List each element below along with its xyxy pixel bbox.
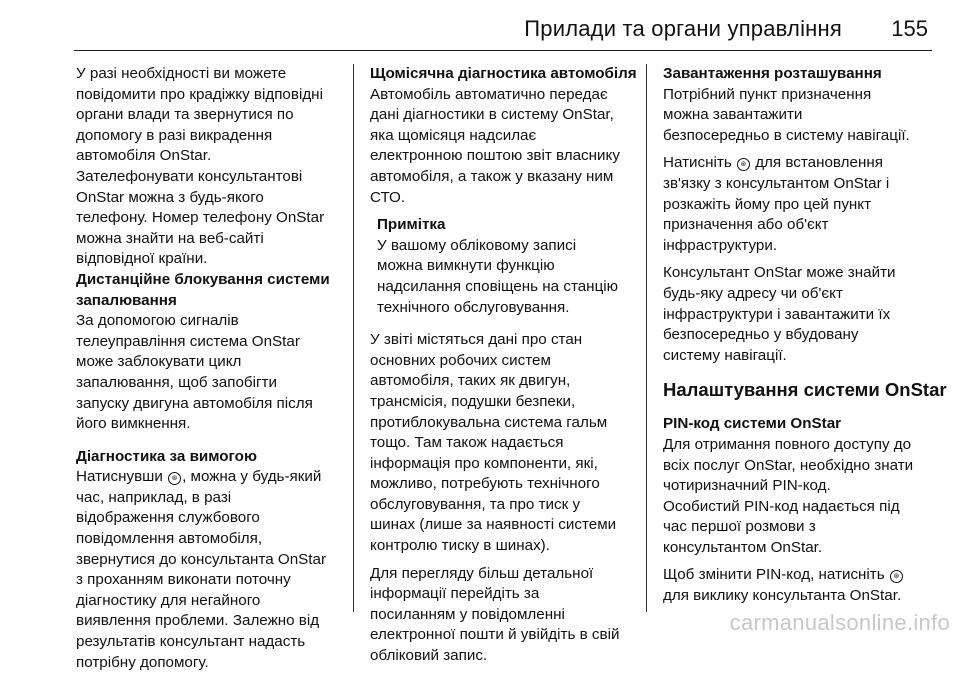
text-line: всіх послуг OnStar, необхідно знати: [663, 456, 914, 474]
text-line: чотиризначний PIN-код.: [663, 477, 831, 495]
column-1: [76, 64, 346, 673]
heading-onstar-pin: PIN-код системи OnStar: [663, 415, 842, 433]
onstar-button-icon: ⊛: [737, 158, 750, 171]
page-header: [74, 14, 932, 51]
text-line: звернутися до консультанта OnStar: [76, 550, 327, 568]
text-line: безпосередньо в систему навігації.: [663, 126, 910, 144]
heading-remote-ignition-block: [76, 270, 346, 311]
text-line: трансмісія, подушки безпеки,: [370, 392, 576, 410]
text-line: для виклику консультанта OnStar.: [663, 587, 902, 605]
text-line: автомобіля OnStar.: [76, 147, 212, 165]
text-line: електронної пошти й увійдіть в свій: [370, 626, 620, 644]
text-line: OnStar можна з будь-якого: [76, 188, 264, 206]
text-fragment: Щоб змінити PIN-код, натисніть: [663, 566, 889, 584]
paragraph-ignition-block: [76, 311, 346, 435]
text-line: основних робочих систем: [370, 351, 551, 369]
text-line: Для отримання повного доступу до: [663, 435, 912, 453]
page-number: 155: [891, 16, 928, 41]
text-line: виявлення проблеми. Залежно від: [76, 612, 320, 630]
paragraph-monthly-report: [370, 85, 636, 209]
paragraph-advisor-search: [663, 263, 937, 366]
text-line: призначення або об'єкт: [663, 216, 829, 234]
paragraph-pin-provided: [663, 497, 937, 559]
text-line: обліковий запис.: [370, 647, 488, 665]
text-line: відповідної країни.: [76, 250, 208, 268]
text-line: запуску двигуна автомобіля після: [76, 394, 313, 412]
text-line: телефону. Номер телефону OnStar: [76, 209, 325, 227]
paragraph-theft-report: [76, 64, 346, 167]
text-line: консультантом OnStar.: [663, 538, 823, 556]
column-divider: [353, 64, 354, 612]
text-line: його вимкнення.: [76, 415, 191, 433]
text-line: протиблокувальна система гальм: [370, 413, 608, 431]
note-title: Примітка: [377, 216, 446, 234]
text-line: Консультант OnStar може знайти: [663, 264, 896, 282]
text-line: відображення службового: [76, 509, 260, 527]
text-line: з проханням виконати поточну: [76, 571, 291, 589]
text-line: час першої розмови з: [663, 518, 816, 536]
text-fragment: Натисніть: [663, 154, 736, 172]
watermark: carmanualsonline.info: [729, 610, 950, 635]
text-fragment: Натиснувши: [76, 468, 168, 486]
text-line: обслуговування, та про тиск у: [370, 495, 581, 513]
text-line: може заблокувати цикл: [76, 353, 242, 371]
text-line: У вашому обліковому записі: [377, 236, 577, 254]
text-line: автомобіля, а також у вказану ним: [370, 167, 614, 185]
text-line: шинах (лише за наявності системи: [370, 516, 617, 534]
text-line: органи влади та звернутися по: [76, 106, 294, 124]
column-2: [370, 64, 636, 667]
text-line: надсилання сповіщень на станцію: [377, 277, 619, 295]
paragraph-call-advisor: [76, 167, 346, 270]
text-line: Автомобіль автоматично передає: [370, 85, 608, 103]
heading-monthly-diagnostics: Щомісячна діагностика автомобіля: [370, 65, 637, 82]
text-line: електронною поштою звіт власнику: [370, 147, 620, 165]
text-line: яка щомісяця надсилає: [370, 126, 537, 144]
onstar-button-icon: ⊛: [890, 570, 903, 583]
text-line: результатів консультант надасть: [76, 633, 306, 651]
page-title: Прилади та органи управління: [524, 16, 842, 41]
text-line: автомобіля, таких як двигун,: [370, 372, 571, 390]
text-fragment: , можна у будь-який: [182, 468, 322, 486]
text-line: [76, 467, 346, 488]
text-line: телеуправління система OnStar: [76, 332, 300, 350]
text-line: будь-яку адресу чи об'єкт: [663, 284, 843, 302]
text-line: інформації перейдіть за: [370, 585, 540, 603]
text-line: інфраструктури і завантажити їх: [663, 305, 891, 323]
text-line: У разі необхідності ви можете: [76, 65, 287, 82]
text-line: час, наприклад, в разі: [76, 488, 232, 506]
text-line: потрібну допомогу.: [76, 653, 209, 671]
text-line: систему навігації.: [663, 346, 787, 364]
text-line: зв'язку з консультантом OnStar і: [663, 174, 890, 192]
text-line: можна завантажити: [663, 106, 803, 124]
text-line: інформація про компоненти, які,: [370, 454, 598, 472]
text-line: повідомити про крадіжку відповідні: [76, 85, 323, 103]
text-line: дані діагностики в систему OnStar,: [370, 106, 614, 124]
text-line: Потрібний пункт призначення: [663, 85, 872, 103]
text-line: можливо, потребують технічного: [370, 475, 600, 493]
text-line: можна вимкнути функцію: [377, 257, 555, 275]
text-line: запалювання, щоб запобігти: [76, 373, 277, 391]
text-line: За допомогою сигналів: [76, 312, 239, 330]
text-line: повідомлення автомобіля,: [76, 530, 263, 548]
text-line: Зателефонувати консультантові: [76, 167, 303, 185]
text-line: контролю тиску в шинах).: [370, 537, 550, 555]
paragraph-pin-access: [663, 435, 937, 497]
text-line: Для перегляду більш детальної: [370, 564, 594, 582]
text-line: інфраструктури.: [663, 236, 778, 254]
paragraph-report-contents: [370, 330, 636, 557]
text-line: [663, 153, 937, 174]
paragraph-detailed-info: [370, 564, 636, 667]
text-line: допомогу в разі викрадення: [76, 126, 273, 144]
column-3: [663, 64, 947, 607]
paragraph-destination: [663, 85, 937, 147]
paragraph-diagnostics: [76, 467, 346, 673]
text-line: посиланням у повідомленні: [370, 605, 565, 623]
text-line: діагностику для негайного: [76, 591, 261, 609]
text-fragment: для встановлення: [750, 154, 883, 172]
text-line: СТО.: [370, 188, 406, 206]
text-line: У звіті містяться дані про стан: [370, 331, 583, 349]
text-line: розкажіть йому про цей пункт: [663, 195, 872, 213]
heading-line: Дистанційне блокування системи: [76, 270, 330, 288]
text-line: можна знайти на веб-сайті: [76, 229, 264, 247]
note-box: [370, 215, 636, 318]
paragraph-press-button: [663, 153, 937, 256]
text-line: [663, 565, 937, 586]
column-divider: [646, 64, 647, 612]
text-line: технічного обслуговування.: [377, 298, 570, 316]
text-line: безпосередньо у вбудовану: [663, 326, 859, 344]
text-line: тощо. Там також надається: [370, 434, 564, 452]
onstar-button-icon: ⊛: [168, 472, 181, 485]
paragraph-change-pin: [663, 565, 937, 606]
section-heading-onstar-settings: Налаштування системи OnStar: [663, 379, 947, 401]
heading-line: запалювання: [76, 291, 177, 309]
heading-diagnostics-on-demand: Діагностика за вимогою: [76, 447, 257, 465]
text-line: Особистий PIN-код надається під: [663, 497, 900, 515]
heading-location-download: Завантаження розташування: [663, 65, 882, 82]
